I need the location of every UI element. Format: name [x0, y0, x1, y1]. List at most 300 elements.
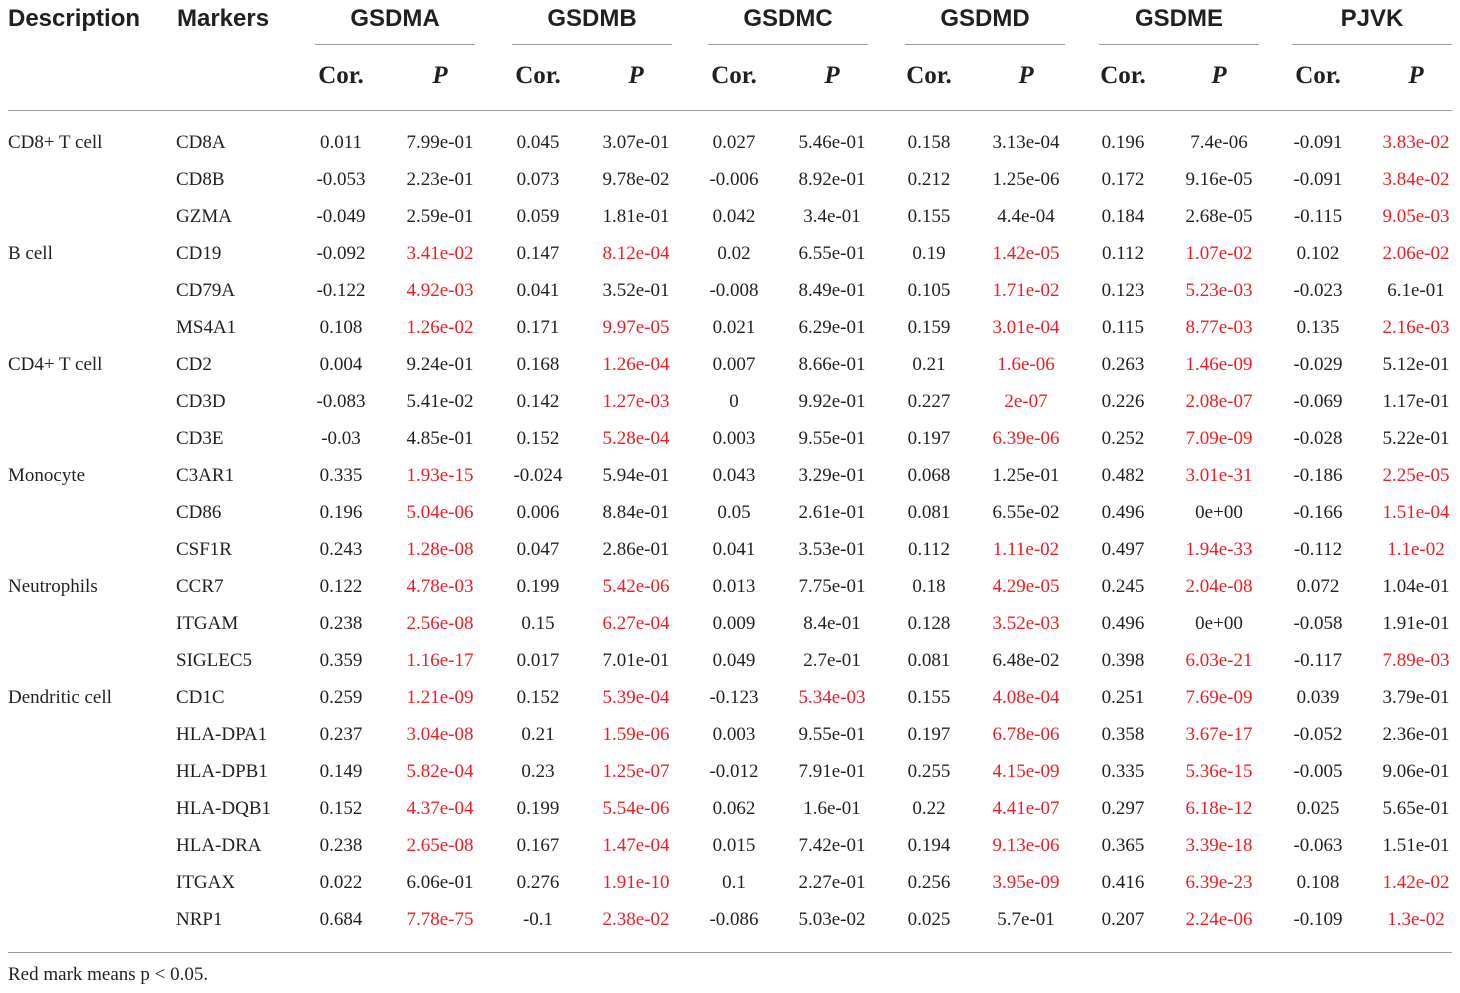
cor-value: 0.158: [907, 132, 951, 153]
p-value-significant: 2.04e-08: [1185, 576, 1253, 597]
cor-value: 0.212: [907, 169, 951, 190]
p-value-significant: 1.26e-02: [406, 317, 474, 338]
cor-value: 0.335: [319, 465, 363, 486]
p-value-significant: 1.46e-09: [1185, 354, 1253, 375]
cor-value: -0.03: [321, 428, 361, 449]
p-value-significant: 3.41e-02: [406, 243, 474, 264]
cor-value: -0.006: [709, 169, 759, 190]
p-header: P: [1408, 62, 1424, 89]
gene-group-rule: [315, 44, 475, 45]
cor-value: -0.058: [1293, 613, 1343, 634]
marker-cell: C3AR1: [176, 465, 235, 486]
cor-value: 0.22: [912, 798, 946, 819]
p-value: 1.25e-01: [992, 465, 1060, 486]
marker-cell: CSF1R: [176, 539, 232, 560]
p-value: 2.27e-01: [798, 872, 866, 893]
p-value-significant: 1.28e-08: [406, 539, 474, 560]
cor-value: -0.122: [316, 280, 366, 301]
cor-value: 0.081: [907, 650, 951, 671]
marker-cell: CD19: [176, 243, 222, 264]
p-value-significant: 1.25e-07: [602, 761, 670, 782]
p-value-significant: 6.03e-21: [1185, 650, 1253, 671]
cor-value: 0.416: [1101, 872, 1145, 893]
cor-value: 0.23: [521, 761, 555, 782]
p-value-significant: 1.26e-04: [602, 354, 670, 375]
gene-header-gsdmd: GSDMD: [940, 5, 1030, 32]
cor-header: Cor.: [711, 62, 757, 89]
p-value-significant: 1.93e-15: [406, 465, 474, 486]
p-value-significant: 1.16e-17: [406, 650, 474, 671]
marker-cell: CD8B: [176, 169, 225, 190]
p-value-significant: 5.42e-06: [602, 576, 670, 597]
cor-value: -0.186: [1293, 465, 1343, 486]
p-value: 6.06e-01: [406, 872, 474, 893]
p-value: 9.16e-05: [1185, 169, 1253, 190]
p-value: 1.17e-01: [1382, 391, 1450, 412]
cor-value: 0.226: [1101, 391, 1145, 412]
cor-value: 0.237: [319, 724, 363, 745]
marker-cell: CD3D: [176, 391, 226, 412]
p-value: 1.25e-06: [992, 169, 1060, 190]
p-value-significant: 9.97e-05: [602, 317, 670, 338]
p-value-significant: 5.04e-06: [406, 502, 474, 523]
marker-cell: CD86: [176, 502, 222, 523]
p-header: P: [824, 62, 840, 89]
p-value: 1.81e-01: [602, 206, 670, 227]
cor-value: -0.028: [1293, 428, 1343, 449]
cor-value: 0.227: [907, 391, 951, 412]
cor-value: 0.013: [712, 576, 756, 597]
p-value-significant: 1.42e-02: [1382, 872, 1450, 893]
cor-value: 0.025: [907, 909, 951, 930]
marker-cell: GZMA: [176, 206, 232, 227]
cor-value: -0.029: [1293, 354, 1343, 375]
cor-value: 0.009: [712, 613, 756, 634]
cor-value: -0.092: [316, 243, 366, 264]
p-value: 2.7e-01: [803, 650, 861, 671]
p-value: 1.6e-01: [803, 798, 861, 819]
p-value-significant: 3.39e-18: [1185, 835, 1253, 856]
p-value: 9.24e-01: [406, 354, 474, 375]
cor-value: -0.052: [1293, 724, 1343, 745]
cor-value: 0.19: [912, 243, 946, 264]
cor-value: -0.112: [1293, 539, 1343, 560]
p-value: 8.92e-01: [798, 169, 866, 190]
cor-value: 0.245: [1101, 576, 1145, 597]
marker-cell: HLA-DPB1: [176, 761, 268, 782]
p-value-significant: 5.36e-15: [1185, 761, 1253, 782]
p-value: 2.36e-01: [1382, 724, 1450, 745]
p-header: P: [628, 62, 644, 89]
p-value-significant: 2.24e-06: [1185, 909, 1253, 930]
marker-cell: CD8A: [176, 132, 226, 153]
p-value-significant: 3.67e-17: [1185, 724, 1253, 745]
cor-value: 0.007: [712, 354, 756, 375]
p-value: 3.07e-01: [602, 132, 670, 153]
cor-value: 0.045: [516, 132, 560, 153]
p-value-significant: 6.18e-12: [1185, 798, 1253, 819]
cor-value: -0.083: [316, 391, 366, 412]
cor-value: -0.166: [1293, 502, 1343, 523]
cor-value: 0.059: [516, 206, 560, 227]
p-value-significant: 6.78e-06: [992, 724, 1060, 745]
cor-value: 0.128: [907, 613, 951, 634]
cor-value: 0.497: [1101, 539, 1145, 560]
cor-value: 0.18: [912, 576, 946, 597]
p-value-significant: 5.23e-03: [1185, 280, 1253, 301]
cor-value: 0.335: [1101, 761, 1145, 782]
cor-value: -0.049: [316, 206, 366, 227]
cor-value: 0.358: [1101, 724, 1145, 745]
cor-value: 0.039: [1296, 687, 1340, 708]
cor-header: Cor.: [906, 62, 952, 89]
cor-value: 0.197: [907, 724, 951, 745]
p-value: 5.7e-01: [997, 909, 1055, 930]
marker-cell: CD79A: [176, 280, 236, 301]
cor-value: 0.276: [516, 872, 560, 893]
cor-value: 0.21: [912, 354, 946, 375]
cor-value: 0.081: [907, 502, 951, 523]
cor-value: 0.041: [712, 539, 756, 560]
cell-type-label: Dendritic cell: [8, 687, 112, 708]
p-value: 9.78e-02: [602, 169, 670, 190]
cor-value: 0.149: [319, 761, 363, 782]
p-value-significant: 3.84e-02: [1382, 169, 1450, 190]
cor-value: 0.017: [516, 650, 560, 671]
p-header: P: [1211, 62, 1227, 89]
cor-value: -0.091: [1293, 132, 1343, 153]
cor-value: 0.251: [1101, 687, 1145, 708]
p-value-significant: 4.08e-04: [992, 687, 1060, 708]
p-value-significant: 9.05e-03: [1382, 206, 1450, 227]
marker-cell: HLA-DRA: [176, 835, 262, 856]
p-value: 9.92e-01: [798, 391, 866, 412]
marker-cell: CD3E: [176, 428, 224, 449]
cor-value: -0.091: [1293, 169, 1343, 190]
cor-value: 0.159: [907, 317, 951, 338]
cor-value: 0.252: [1101, 428, 1145, 449]
cor-value: -0.053: [316, 169, 366, 190]
cor-value: 0.112: [1101, 243, 1145, 264]
cor-value: 0: [729, 391, 739, 412]
marker-cell: HLA-DQB1: [176, 798, 271, 819]
cor-value: 0.155: [907, 206, 951, 227]
p-value: 7.91e-01: [798, 761, 866, 782]
cor-value: 0.147: [516, 243, 560, 264]
p-value-significant: 6.39e-06: [992, 428, 1060, 449]
cor-value: 0.025: [1296, 798, 1340, 819]
p-value-significant: 4.78e-03: [406, 576, 474, 597]
p-value-significant: 1.47e-04: [602, 835, 670, 856]
p-value: 1.04e-01: [1382, 576, 1450, 597]
cor-value: 0.003: [712, 428, 756, 449]
cor-value: 0.043: [712, 465, 756, 486]
cor-value: 0.011: [319, 132, 363, 153]
p-value-significant: 1.71e-02: [992, 280, 1060, 301]
gene-group-rule: [1099, 44, 1259, 45]
p-value-significant: 5.39e-04: [602, 687, 670, 708]
cor-value: 0.256: [907, 872, 951, 893]
cor-value: -0.117: [1293, 650, 1343, 671]
cor-value: 0.108: [1296, 872, 1340, 893]
p-value: 7.01e-01: [602, 650, 670, 671]
cor-value: -0.1: [522, 909, 554, 930]
p-value-significant: 1.1e-02: [1387, 539, 1445, 560]
bottom-rule: [8, 952, 1452, 953]
marker-cell: CD2: [176, 354, 212, 375]
cor-value: 0.263: [1101, 354, 1145, 375]
cor-value: -0.008: [709, 280, 759, 301]
p-value-significant: 1.6e-06: [997, 354, 1055, 375]
p-header: P: [1018, 62, 1034, 89]
cor-value: 0.199: [516, 576, 560, 597]
cell-type-label: CD8+ T cell: [8, 132, 103, 153]
p-value-significant: 1.91e-10: [602, 872, 670, 893]
p-value-significant: 1.11e-02: [992, 539, 1060, 560]
p-value: 3.52e-01: [602, 280, 670, 301]
p-value-significant: 2.56e-08: [406, 613, 474, 634]
marker-cell: MS4A1: [176, 317, 237, 338]
p-value-significant: 4.41e-07: [992, 798, 1060, 819]
cor-value: 0.152: [319, 798, 363, 819]
cor-value: -0.086: [709, 909, 759, 930]
gene-group-rule: [708, 44, 868, 45]
marker-cell: HLA-DPA1: [176, 724, 268, 745]
p-value-significant: 1.07e-02: [1185, 243, 1253, 264]
cor-value: 0.05: [717, 502, 751, 523]
p-value-significant: 3.52e-03: [992, 613, 1060, 634]
p-value: 9.55e-01: [798, 428, 866, 449]
cor-value: 0.684: [319, 909, 363, 930]
cor-value: 0.255: [907, 761, 951, 782]
cor-value: 0.359: [319, 650, 363, 671]
p-value-significant: 5.54e-06: [602, 798, 670, 819]
p-value-significant: 1.21e-09: [406, 687, 474, 708]
cor-value: 0.197: [907, 428, 951, 449]
p-value-significant: 1.59e-06: [602, 724, 670, 745]
marker-cell: CCR7: [176, 576, 224, 597]
cor-value: 0.108: [319, 317, 363, 338]
p-value-significant: 3.01e-04: [992, 317, 1060, 338]
p-value-significant: 2.25e-05: [1382, 465, 1450, 486]
cor-value: 0.049: [712, 650, 756, 671]
cor-value: 0.042: [712, 206, 756, 227]
cor-value: -0.069: [1293, 391, 1343, 412]
cor-value: 0.022: [319, 872, 363, 893]
cor-value: 0.122: [319, 576, 363, 597]
cor-value: 0.072: [1296, 576, 1340, 597]
cor-value: 0.365: [1101, 835, 1145, 856]
p-value-significant: 3.01e-31: [1185, 465, 1253, 486]
cell-type-label: Neutrophils: [8, 576, 98, 597]
cor-value: 0.073: [516, 169, 560, 190]
cor-value: 0.196: [319, 502, 363, 523]
gene-header-pjvk: PJVK: [1340, 5, 1404, 32]
cor-value: 0.015: [712, 835, 756, 856]
markers-header: Markers: [177, 5, 270, 32]
p-value-significant: 6.27e-04: [602, 613, 670, 634]
p-value-significant: 3.95e-09: [992, 872, 1060, 893]
cell-type-label: B cell: [8, 243, 53, 264]
p-value: 7.4e-06: [1190, 132, 1248, 153]
p-value: 7.42e-01: [798, 835, 866, 856]
p-value: 5.94e-01: [602, 465, 670, 486]
p-value-significant: 5.28e-04: [602, 428, 670, 449]
cor-value: 0.172: [1101, 169, 1145, 190]
cor-value: 0.068: [907, 465, 951, 486]
cor-value: 0.112: [907, 539, 951, 560]
p-value: 7.99e-01: [406, 132, 474, 153]
p-value: 1.51e-01: [1382, 835, 1450, 856]
cor-value: 0.123: [1101, 280, 1145, 301]
cor-value: 0.135: [1296, 317, 1340, 338]
p-value-significant: 4.15e-09: [992, 761, 1060, 782]
p-value: 3.4e-01: [803, 206, 861, 227]
p-value: 4.4e-04: [997, 206, 1055, 227]
p-value: 6.55e-02: [992, 502, 1060, 523]
cor-value: 0.004: [319, 354, 363, 375]
p-value: 7.75e-01: [798, 576, 866, 597]
cor-value: 0.115: [1101, 317, 1145, 338]
cor-value: 0.041: [516, 280, 560, 301]
p-value: 0e+00: [1195, 613, 1243, 634]
marker-cell: NRP1: [176, 909, 223, 930]
gene-group-rule: [905, 44, 1065, 45]
footnote: Red mark means p < 0.05.: [8, 964, 209, 985]
p-value-significant: 8.77e-03: [1185, 317, 1253, 338]
cor-value: 0.259: [319, 687, 363, 708]
cell-type-label: Monocyte: [8, 465, 86, 486]
gene-group-rule: [1292, 44, 1452, 45]
p-value: 2.23e-01: [406, 169, 474, 190]
p-value: 2.59e-01: [406, 206, 474, 227]
cor-value: -0.024: [513, 465, 563, 486]
p-value: 6.48e-02: [992, 650, 1060, 671]
p-value: 2.68e-05: [1185, 206, 1253, 227]
p-value-significant: 1.51e-04: [1382, 502, 1450, 523]
marker-cell: SIGLEC5: [176, 650, 252, 671]
cor-header: Cor.: [515, 62, 561, 89]
cor-value: 0.155: [907, 687, 951, 708]
cor-header: Cor.: [1100, 62, 1146, 89]
p-value: 6.55e-01: [798, 243, 866, 264]
cor-value: 0.194: [907, 835, 951, 856]
marker-cell: ITGAM: [176, 613, 239, 634]
p-value-significant: 8.12e-04: [602, 243, 670, 264]
p-value-significant: 2.08e-07: [1185, 391, 1253, 412]
cor-value: 0.152: [516, 687, 560, 708]
cor-value: 0.047: [516, 539, 560, 560]
p-value-significant: 7.78e-75: [406, 909, 474, 930]
p-value-significant: 9.13e-06: [992, 835, 1060, 856]
cor-value: 0.15: [521, 613, 555, 634]
p-value: 6.29e-01: [798, 317, 866, 338]
p-value: 5.41e-02: [406, 391, 474, 412]
cor-value: 0.102: [1296, 243, 1340, 264]
gene-header-gsdmb: GSDMB: [547, 5, 637, 32]
cor-header: Cor.: [318, 62, 364, 89]
cor-value: 0.482: [1101, 465, 1145, 486]
cor-value: 0.398: [1101, 650, 1145, 671]
p-value: 8.66e-01: [798, 354, 866, 375]
p-value-significant: 3.04e-08: [406, 724, 474, 745]
p-value-significant: 3.83e-02: [1382, 132, 1450, 153]
p-header: P: [432, 62, 448, 89]
cor-value: 0.168: [516, 354, 560, 375]
cor-value: -0.012: [709, 761, 759, 782]
cor-value: 0.167: [516, 835, 560, 856]
cor-value: -0.063: [1293, 835, 1343, 856]
gene-header-gsdme: GSDME: [1134, 5, 1224, 32]
description-header: Description: [8, 5, 141, 32]
cor-value: 0.199: [516, 798, 560, 819]
p-value: 2.86e-01: [602, 539, 670, 560]
p-value-significant: 1.27e-03: [602, 391, 670, 412]
p-value-significant: 5.34e-03: [798, 687, 866, 708]
cor-value: 0.142: [516, 391, 560, 412]
cor-value: 0.1: [722, 872, 746, 893]
cor-value: 0.184: [1101, 206, 1145, 227]
cor-value: 0.496: [1101, 613, 1145, 634]
p-value-significant: 4.92e-03: [406, 280, 474, 301]
p-value: 4.85e-01: [406, 428, 474, 449]
p-value: 8.84e-01: [602, 502, 670, 523]
p-value: 1.91e-01: [1382, 613, 1450, 634]
p-value: 5.46e-01: [798, 132, 866, 153]
cor-value: 0.027: [712, 132, 756, 153]
p-value-significant: 2e-07: [1004, 391, 1048, 412]
cor-value: 0.297: [1101, 798, 1145, 819]
gene-header-gsdmc: GSDMC: [743, 5, 833, 32]
p-value-significant: 1.42e-05: [992, 243, 1060, 264]
p-value: 8.4e-01: [803, 613, 861, 634]
cor-value: 0.171: [516, 317, 560, 338]
p-value: 5.65e-01: [1382, 798, 1450, 819]
p-value: 2.61e-01: [798, 502, 866, 523]
cor-value: 0.105: [907, 280, 951, 301]
p-value: 9.06e-01: [1382, 761, 1450, 782]
p-value: 3.13e-04: [992, 132, 1060, 153]
cor-value: 0.207: [1101, 909, 1145, 930]
p-value: 3.79e-01: [1382, 687, 1450, 708]
cor-value: -0.023: [1293, 280, 1343, 301]
p-value: 8.49e-01: [798, 280, 866, 301]
cor-value: 0.196: [1101, 132, 1145, 153]
p-value-significant: 2.65e-08: [406, 835, 474, 856]
p-value-significant: 6.39e-23: [1185, 872, 1253, 893]
p-value-significant: 4.37e-04: [406, 798, 474, 819]
p-value-significant: 1.94e-33: [1185, 539, 1253, 560]
marker-cell: ITGAX: [176, 872, 236, 893]
cor-value: 0.238: [319, 835, 363, 856]
cell-type-label: CD4+ T cell: [8, 354, 103, 375]
cor-value: 0.021: [712, 317, 756, 338]
p-value: 3.29e-01: [798, 465, 866, 486]
p-value-significant: 2.06e-02: [1382, 243, 1450, 264]
p-value-significant: 2.16e-03: [1382, 317, 1450, 338]
cor-value: -0.115: [1293, 206, 1343, 227]
p-value: 0e+00: [1195, 502, 1243, 523]
p-value-significant: 7.69e-09: [1185, 687, 1253, 708]
cor-value: -0.109: [1293, 909, 1343, 930]
p-value-significant: 7.89e-03: [1382, 650, 1450, 671]
cor-value: 0.006: [516, 502, 560, 523]
p-value-significant: 7.09e-09: [1185, 428, 1253, 449]
cor-value: 0.02: [717, 243, 751, 264]
p-value: 9.55e-01: [798, 724, 866, 745]
cor-value: -0.005: [1293, 761, 1343, 782]
p-value-significant: 1.3e-02: [1387, 909, 1445, 930]
